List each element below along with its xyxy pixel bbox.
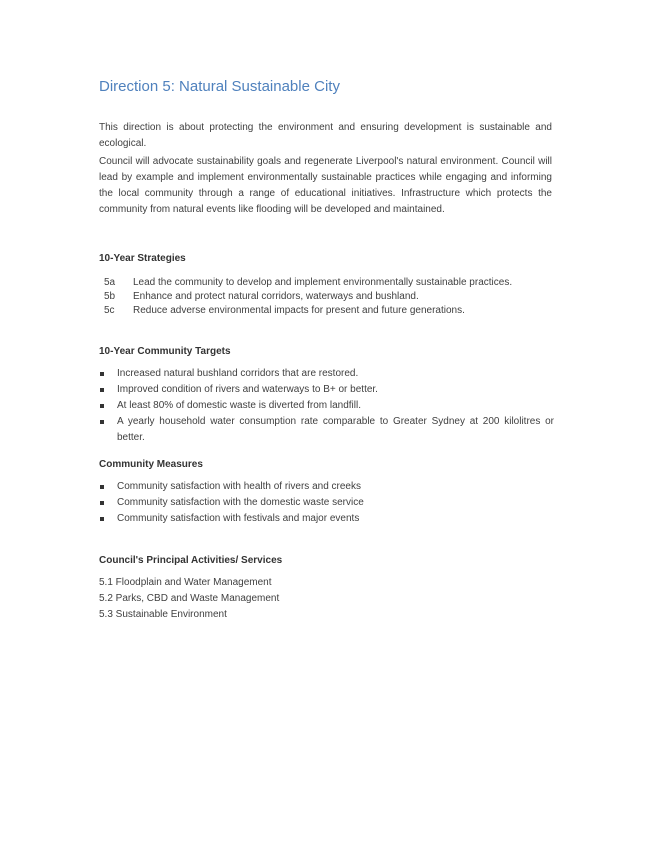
strategy-text: Lead the community to develop and implement environmentally sustainable practices. [133, 277, 513, 288]
measures-list [99, 479, 554, 527]
measure-text: Community satisfaction with festivals and major events [117, 513, 360, 524]
strategy-code: 5b [104, 291, 116, 302]
bullet-icon [100, 501, 104, 505]
bullet-icon [100, 372, 104, 376]
bullet-icon [100, 404, 104, 408]
target-text: At least 80% of domestic waste is diverted from landfill. [117, 400, 361, 411]
target-text: Improved condition of rivers and waterways to B+ or better. [117, 384, 378, 395]
measure-text: Community satisfaction with the domestic waste service [117, 497, 364, 508]
target-text: Increased natural bushland corridors that are restored. [117, 368, 359, 379]
strategy-code: 5c [104, 305, 115, 316]
measure-text: Community satisfaction with health of rivers and creeks [117, 481, 361, 492]
page-title: Direction 5: Natural Sustainable City [99, 78, 340, 95]
intro-paragraph-1: This direction is about protecting the environment and ensuring development is sustainable and ecological. [99, 122, 552, 149]
strategy-item [104, 290, 554, 304]
strategy-item [104, 276, 554, 290]
bullet-icon [100, 485, 104, 489]
activities-heading: Council's Principal Activities/ Services [99, 555, 283, 566]
intro-paragraph-2: Council will advocate sustainability goals and regenerate Liverpool's natural environment. Council will lead by example and implement environmentally sustainable practices while engaging and informing the local community through a range of educational initiatives. Infrastructure which protects the community from natural events like flooding will be developed and maintained. [99, 156, 552, 215]
strategy-text: Reduce adverse environmental impacts for present and future generations. [133, 305, 465, 316]
target-item [99, 398, 554, 414]
bullet-icon [100, 420, 104, 424]
strategies-heading: 10-Year Strategies [99, 253, 186, 264]
measure-item [99, 479, 554, 495]
strategies-list [104, 276, 554, 318]
activity-item: 5.3 Sustainable Environment [99, 609, 227, 620]
strategy-code: 5a [104, 277, 116, 288]
activities-list [99, 575, 279, 623]
measures-heading: Community Measures [99, 459, 203, 470]
targets-heading: 10-Year Community Targets [99, 346, 231, 357]
bullet-icon [100, 517, 104, 521]
target-item [99, 366, 554, 382]
activity-item: 5.2 Parks, CBD and Waste Management [99, 593, 280, 604]
strategy-item [104, 304, 554, 318]
target-item [99, 382, 554, 398]
targets-list [99, 366, 554, 446]
strategy-text: Enhance and protect natural corridors, waterways and bushland. [133, 291, 419, 302]
target-item [99, 414, 554, 446]
target-text: A yearly household water consumption rate comparable to Greater Sydney at 200 kilolitres or better. [117, 416, 554, 443]
measure-item [99, 511, 554, 527]
measure-item [99, 495, 554, 511]
activity-item: 5.1 Floodplain and Water Management [99, 577, 272, 588]
bullet-icon [100, 388, 104, 392]
